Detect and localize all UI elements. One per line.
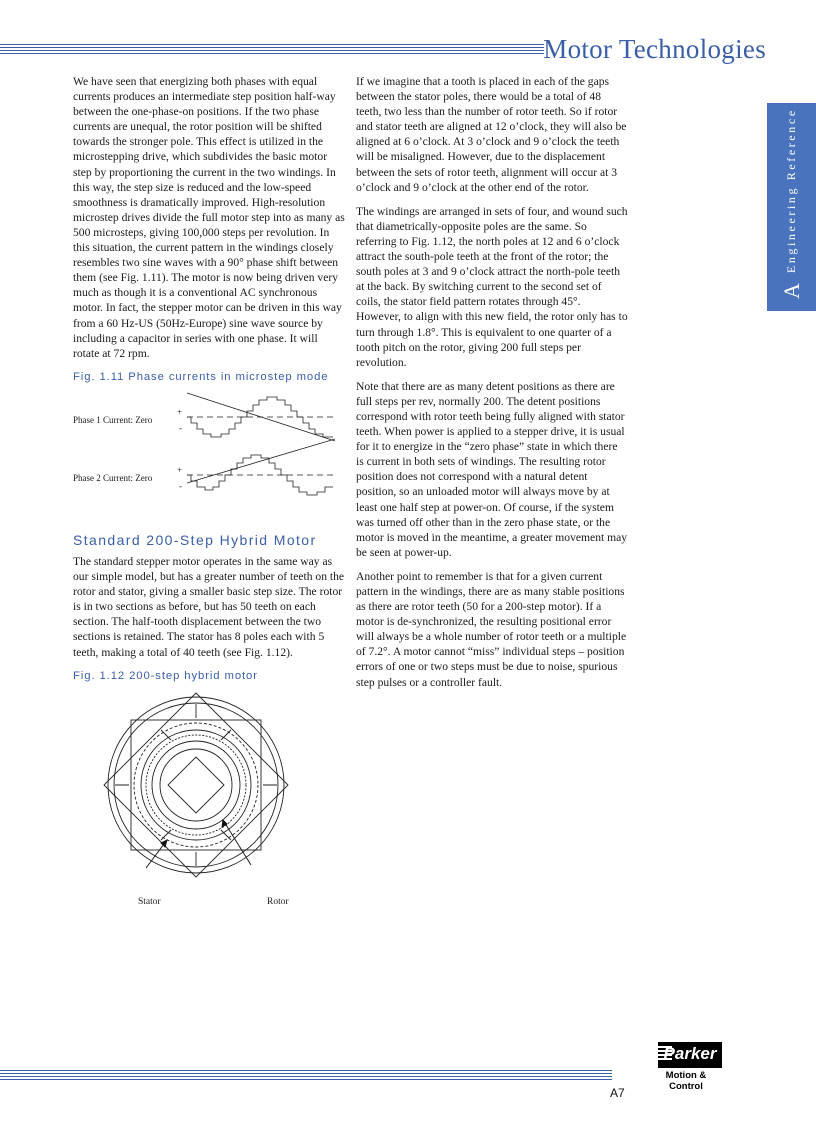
stator-label: Stator bbox=[138, 896, 161, 907]
left-column bbox=[73, 74, 345, 920]
logo-tagline: Motion & Control bbox=[665, 1070, 707, 1092]
phase-2-diagonal bbox=[187, 439, 335, 483]
stator-arrowhead bbox=[161, 840, 167, 847]
rotor-teeth-ring bbox=[146, 735, 246, 835]
motor-cross-section bbox=[101, 690, 291, 890]
side-tab-letter: A bbox=[778, 283, 804, 299]
rotor-body bbox=[152, 741, 240, 829]
figure-hybrid-motor bbox=[73, 690, 345, 920]
body-paragraph: Note that there are as many detent positions as there are full steps per rev, normally 200. The detent positions correspond with rotor teeth being fully aligned with stator teeth. When power is applied to a stepper drive, it is usual for it to energize in the “zero phase” state in which there is current in both sets of windings. The resulting rotor position does not correspond with a natural detent position, so an unloaded motor will always move by at least one half step at power-on. Of course, if the system was turned off other than in the zero phase state, or the motor is moved in the meantime, a greater movement may be seen at power-up. bbox=[356, 379, 628, 559]
body-paragraph: If we imagine that a tooth is placed in each of the gaps between the stator poles, there would be a total of 48 teeth, two less than the number of rotor teeth. So if rotor and stator teeth are aligned at 12 o’clock, they will also be aligned at 6 o’clock. At 3 o’clock and 9 o’clock the teeth will be misaligned. However, due to the displacement between the sets of rotor teeth, alignment will occur at 3 o’clock and 9 o’clock at the other end of the rotor. bbox=[356, 75, 627, 194]
right-column bbox=[356, 74, 628, 699]
page-title: Motor Technologies bbox=[543, 34, 766, 64]
figure-caption-1-12: Fig. 1.12 200-step hybrid motor bbox=[73, 669, 258, 682]
phase-waveforms bbox=[73, 391, 345, 521]
rotor-label: Rotor bbox=[267, 896, 289, 907]
phase-1-minus: - bbox=[179, 422, 182, 433]
stator-frame-square bbox=[131, 720, 261, 850]
section-side-tab bbox=[767, 103, 816, 311]
motor-inner-casing bbox=[114, 703, 278, 867]
header-rule bbox=[0, 44, 544, 56]
body-paragraph: The windings are arranged in sets of four, and wound such that diametrically-opposite poles are the same. So referring to Fig. 1.12, the north poles at 12 and 6 o’clock attract the south-pole teeth at the front of the rotor; the south poles at 3 and 9 o’clock attract the north-pole teeth at the back. By switching current to the second set of coils, the stator field pattern rotates through 45°. However, to align with this new field, the rotor only has to turn through 1.8°. This is equivalent to one quarter of a tooth pitch on the rotor, giving 200 full steps per revolution. bbox=[356, 204, 628, 369]
logo-wordmark: Parker bbox=[663, 1044, 717, 1063]
stator-pole-slots bbox=[161, 730, 231, 840]
phase-1-label: Phase 1 Current: Zero bbox=[73, 414, 153, 425]
body-paragraph: The standard stepper motor operates in the same way as our simple model, but has a greater number of teeth on the rotor and stator, giving a smaller basic step size. The rotor is in two sections as before, but has 50 teeth on each section. The half-tooth displacement between the two sections is retained. The stator has 8 poles each with 5 teeth, making a total of 40 teeth (see Fig. 1.12). bbox=[73, 554, 345, 659]
stator-pole-centres bbox=[115, 704, 277, 866]
parker-logo bbox=[648, 1042, 724, 1092]
phase-2-label: Phase 2 Current: Zero bbox=[73, 472, 153, 483]
phase-2-minus: - bbox=[179, 480, 182, 491]
phase-1-plus: + bbox=[177, 406, 183, 417]
rotor-shaft bbox=[168, 757, 224, 813]
page-number: A7 bbox=[610, 1086, 625, 1100]
side-tab-label: Engineering Reference bbox=[784, 108, 798, 274]
footer-rule bbox=[0, 1070, 612, 1082]
stator-bore bbox=[141, 730, 251, 840]
stator-frame-diamond bbox=[104, 693, 288, 877]
figure-caption-1-11: Fig. 1.11 Phase currents in microstep mode bbox=[73, 370, 329, 383]
rotor-hub bbox=[160, 749, 232, 821]
section-heading: Standard 200-Step Hybrid Motor bbox=[73, 531, 317, 548]
stator-teeth-ring bbox=[134, 723, 258, 847]
body-paragraph: Another point to remember is that for a given current pattern in the windings, there are as many stable positions as there are rotor teeth (50 for a 200-step motor). If a motor is de-synchronized, the resulting positional error will always be a whole number of rotor teeth or a multiple of 7.2°. A motor cannot “miss” individual steps – position errors of one or two steps must be due to noise, spurious step pulses or a controller fault. bbox=[356, 569, 627, 689]
body-paragraph: We have seen that energizing both phases with equal currents produces an intermediate step position half-way between the one-phase-on positions. If the two phase currents are unequal, the rotor position will be shifted towards the stronger pole. This effect is utilized in the microstepping drive, which subdivides the basic motor step by proportioning the current in the two windings. In this way, the step size is reduced and the low-speed smoothness is dramatically improved. High-resolution microstep drives divide the full motor step into as many as 500 microsteps, giving 100,000 steps per revolution. In this situation, the current pattern in the windings closely resembles two sine waves with a 90° phase shift between them (see Fig. 1.11). The motor is now being driven very much as though it is a conventional AC synchronous motor. In fact, the stepper motor can be driven in this way from a 60 Hz-US (50Hz-Europe) sine wave source by including a capacitor in series with one phase. It will rotate at 72 rpm. bbox=[73, 75, 345, 360]
figure-phase-currents bbox=[73, 391, 345, 521]
phase-2-plus: + bbox=[177, 464, 183, 475]
